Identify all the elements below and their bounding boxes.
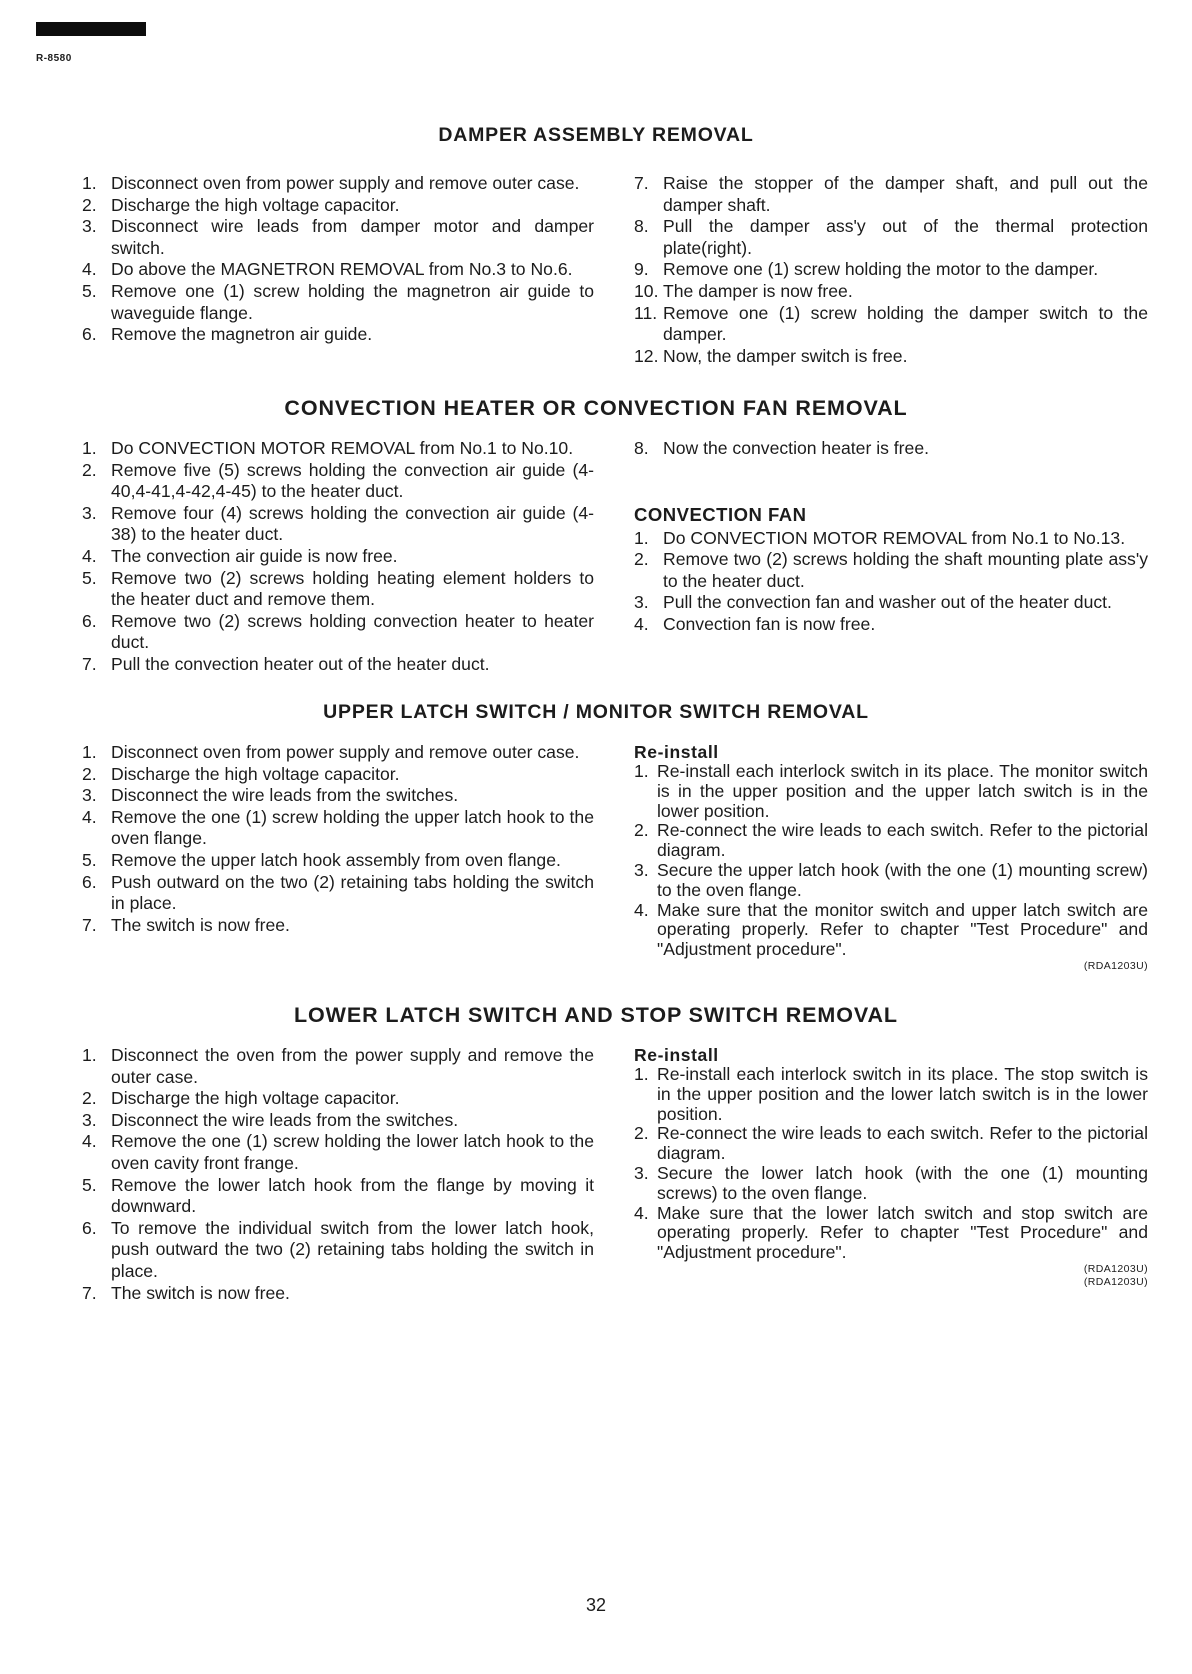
step-text: Remove the lower latch hook from the flange by moving it downward.	[111, 1174, 594, 1217]
step-text: Make sure that the monitor switch and upper latch switch are operating properly. Refer to chapter "Test Procedure" and "Adjustment procedure".	[657, 899, 1148, 960]
list-item	[82, 438, 594, 460]
list-item	[82, 324, 594, 346]
step-text: Disconnect the wire leads from the switches.	[111, 1109, 459, 1130]
step-number: 1.	[82, 1045, 97, 1065]
lower-reinstall-steps	[634, 1065, 1148, 1263]
step-number: 2.	[82, 459, 97, 480]
list-item	[634, 901, 1148, 960]
step-text: Now the convection heater is free.	[663, 438, 930, 458]
list-item	[634, 438, 1148, 460]
list-item	[634, 528, 1148, 550]
damper-right-column	[634, 173, 1148, 367]
list-item	[82, 546, 594, 568]
step-text: Remove two (2) screws holding heating element holders to the heater duct and remove them.	[111, 567, 594, 610]
list-item	[82, 568, 594, 611]
upper-reinstall-label: Re-install	[634, 742, 719, 762]
step-text: Make sure that the lower latch switch and stop switch are operating properly. Refer to chapter "Test Procedure" and "Adjustment procedure".	[657, 1202, 1148, 1263]
step-number: 5.	[82, 1174, 97, 1195]
step-number: 1.	[82, 742, 97, 762]
convection-left-column	[82, 438, 594, 676]
list-item	[82, 281, 594, 324]
step-number: 3.	[82, 502, 97, 523]
step-number: 2.	[82, 1088, 97, 1109]
step-number: 8.	[634, 438, 649, 458]
step-text: Disconnect oven from power supply and remove outer case.	[111, 742, 580, 762]
step-text: The damper is now free.	[663, 280, 853, 301]
step-number: 7.	[82, 914, 97, 935]
list-item	[634, 762, 1148, 821]
upper-latch-section-title: UPPER LATCH SWITCH / MONITOR SWITCH REMOVAL	[323, 701, 869, 723]
step-text: Do above the MAGNETRON REMOVAL from No.3 to No.6.	[111, 259, 573, 280]
step-text: Discharge the high voltage capacitor.	[111, 194, 400, 215]
step-number: 3.	[82, 1109, 97, 1130]
convection-section-title: CONVECTION HEATER OR CONVECTION FAN REMOVAL	[284, 396, 908, 420]
step-text: Re-connect the wire leads to each switch. Refer to the pictorial diagram.	[657, 820, 1148, 861]
list-item	[634, 1164, 1148, 1204]
step-text: Disconnect the oven from the power supply and remove the outer case.	[111, 1045, 594, 1087]
step-number: 2.	[82, 763, 97, 784]
list-item	[82, 503, 594, 546]
step-number: 7.	[82, 1282, 97, 1303]
convection-right-column	[634, 438, 1148, 636]
step-number: 7.	[82, 653, 97, 674]
step-number: 6.	[82, 1217, 97, 1238]
step-text: Disconnect wire leads from damper motor and damper switch.	[111, 216, 594, 258]
step-number: 6.	[82, 610, 97, 631]
step-number: 4.	[634, 1202, 649, 1223]
list-item	[82, 915, 594, 937]
list-item	[82, 460, 594, 503]
step-text: Re-install each interlock switch in its place. The monitor switch is in the upper position and the upper latch switch is in the lower position.	[657, 761, 1148, 821]
list-item	[82, 1283, 594, 1305]
convection-fan-steps	[634, 528, 1148, 636]
lower-code-ref-2: (RDA1203U)	[1083, 1275, 1148, 1288]
step-text: Remove two (2) screws holding convection heater to heater duct.	[111, 610, 594, 653]
step-number: 9.	[634, 259, 649, 280]
step-text: Remove the one (1) screw holding the lower latch hook to the oven cavity front frange.	[111, 1131, 594, 1173]
step-number: 5.	[82, 280, 97, 301]
step-text: Discharge the high voltage capacitor.	[111, 763, 400, 784]
list-item	[634, 821, 1148, 861]
list-item	[634, 1204, 1148, 1263]
list-item	[82, 1045, 594, 1088]
step-text: Remove one (1) screw holding the damper switch to the damper.	[663, 302, 1148, 345]
step-text: The convection air guide is now free.	[111, 545, 398, 566]
step-number: 4.	[82, 806, 97, 827]
step-number: 1.	[82, 173, 97, 193]
damper-left-column	[82, 173, 594, 346]
step-number: 3.	[82, 785, 97, 806]
step-number: 6.	[82, 871, 97, 892]
lower-latch-section-title: LOWER LATCH SWITCH AND STOP SWITCH REMOVAL	[294, 1003, 898, 1027]
list-item	[82, 1131, 594, 1174]
upper-latch-reinstall-column	[634, 742, 1148, 973]
list-item	[82, 216, 594, 259]
list-item	[634, 281, 1148, 303]
header-bar	[36, 22, 146, 36]
list-item	[634, 614, 1148, 636]
step-text: Re-install each interlock switch in its place. The stop switch is in the upper position and the lower latch switch is in the lower position.	[657, 1064, 1148, 1124]
step-number: 2.	[634, 1123, 649, 1144]
list-item	[634, 216, 1148, 259]
step-text: Remove four (4) screws holding the convection air guide (4-38) to the heater duct.	[111, 502, 594, 545]
step-text: To remove the individual switch from the lower latch hook, push outward the two (2) retaining tabs holding the switch in place.	[111, 1217, 594, 1281]
damper-section-title: DAMPER ASSEMBLY REMOVAL	[438, 124, 754, 146]
step-text: Secure the upper latch hook (with the one (1) mounting screw) to the oven flange.	[657, 859, 1148, 900]
step-text: Convection fan is now free.	[663, 613, 876, 634]
list-item	[634, 173, 1148, 216]
upper-latch-left-column	[82, 742, 594, 936]
step-number: 2.	[82, 194, 97, 215]
step-number: 5.	[82, 567, 97, 588]
step-text: Remove the magnetron air guide.	[111, 324, 373, 345]
list-item	[82, 785, 594, 807]
step-number: 1.	[634, 1064, 649, 1084]
list-item	[82, 1218, 594, 1283]
list-item	[82, 259, 594, 281]
page-number: 32	[585, 1595, 607, 1615]
lower-code-ref-1: (RDA1203U)	[1083, 1262, 1148, 1275]
step-number: 3.	[634, 1162, 649, 1183]
step-text: The switch is now free.	[111, 1282, 290, 1303]
step-text: Re-connect the wire leads to each switch. Refer to the pictorial diagram.	[657, 1123, 1148, 1164]
list-item	[82, 807, 594, 850]
list-item	[82, 173, 594, 195]
step-number: 6.	[82, 324, 97, 345]
step-number: 4.	[82, 545, 97, 566]
lower-latch-left-column	[82, 1045, 594, 1304]
step-text: Disconnect the wire leads from the switches.	[111, 785, 459, 806]
list-item	[82, 872, 594, 915]
list-item	[634, 259, 1148, 281]
step-text: Do CONVECTION MOTOR REMOVAL from No.1 to No.10.	[111, 438, 574, 458]
list-item	[82, 1110, 594, 1132]
step-text: Remove five (5) screws holding the convection air guide (4-40,4-41,4-42,4-45) to the heater duct.	[111, 459, 594, 502]
step-text: Pull the convection heater out of the heater duct.	[111, 653, 490, 674]
upper-reinstall-steps	[634, 762, 1148, 960]
step-number: 3.	[634, 592, 649, 613]
step-text: Pull the convection fan and washer out of the heater duct.	[663, 592, 1112, 613]
step-number: 8.	[634, 216, 649, 237]
damper-steps-left	[82, 173, 594, 346]
step-text: Now, the damper switch is free.	[663, 345, 908, 366]
step-number: 11.	[634, 302, 658, 323]
step-text: Pull the damper ass'y out of the thermal protection plate(right).	[663, 216, 1148, 258]
step-text: Remove one (1) screw holding the magnetron air guide to waveguide flange.	[111, 280, 594, 323]
list-item	[634, 592, 1148, 614]
step-number: 4.	[634, 899, 649, 920]
step-number: 3.	[82, 216, 97, 237]
list-item	[634, 1065, 1148, 1124]
model-code: R-8580	[36, 53, 72, 64]
step-number: 4.	[634, 613, 649, 634]
convection-heater-steps	[82, 438, 594, 676]
step-number: 2.	[634, 549, 649, 570]
step-number: 10.	[634, 280, 659, 301]
list-item	[634, 1124, 1148, 1164]
upper-latch-steps	[82, 742, 594, 936]
step-text: Secure the lower latch hook (with the one (1) mounting screws) to the oven flange.	[657, 1162, 1148, 1203]
list-item	[634, 861, 1148, 901]
step-number: 7.	[634, 173, 649, 193]
list-item	[82, 1088, 594, 1110]
step-number: 5.	[82, 849, 97, 870]
step-text: Remove one (1) screw holding the motor to the damper.	[663, 259, 1099, 280]
convection-fan-subtitle: CONVECTION FAN	[634, 503, 807, 525]
step-text: Remove the one (1) screw holding the upper latch hook to the oven flange.	[111, 806, 594, 849]
step-number: 1.	[82, 438, 97, 458]
step-text: Push outward on the two (2) retaining tabs holding the switch in place.	[111, 871, 594, 914]
list-item	[82, 1175, 594, 1218]
list-item	[82, 850, 594, 872]
step-number: 4.	[82, 1131, 97, 1152]
step-text: Remove two (2) screws holding the shaft mounting plate ass'y to the heater duct.	[663, 549, 1148, 591]
damper-steps-right	[634, 173, 1148, 367]
step-number: 2.	[634, 820, 649, 841]
step-number: 1.	[634, 527, 649, 548]
step-text: Do CONVECTION MOTOR REMOVAL from No.1 to No.13.	[663, 527, 1126, 548]
step-number: 1.	[634, 761, 649, 781]
lower-latch-reinstall-column	[634, 1045, 1148, 1289]
step-text: Disconnect oven from power supply and remove outer case.	[111, 173, 580, 193]
list-item	[82, 195, 594, 217]
step-text: Remove the upper latch hook assembly from oven flange.	[111, 849, 561, 870]
step-number: 3.	[634, 859, 649, 880]
lower-reinstall-label: Re-install	[634, 1045, 719, 1065]
step-text: Discharge the high voltage capacitor.	[111, 1088, 400, 1109]
list-item	[82, 742, 594, 764]
list-item	[634, 549, 1148, 592]
step-number: 12.	[634, 345, 659, 366]
list-item	[634, 303, 1148, 346]
step-text: The switch is now free.	[111, 914, 290, 935]
list-item	[82, 764, 594, 786]
step-text: Raise the stopper of the damper shaft, and pull out the damper shaft.	[663, 173, 1148, 215]
convection-heater-final-step	[634, 438, 1148, 460]
list-item	[82, 654, 594, 676]
list-item	[634, 346, 1148, 368]
upper-code-ref: (RDA1203U)	[1083, 959, 1148, 972]
step-number: 4.	[82, 259, 97, 280]
list-item	[82, 611, 594, 654]
lower-latch-steps	[82, 1045, 594, 1304]
